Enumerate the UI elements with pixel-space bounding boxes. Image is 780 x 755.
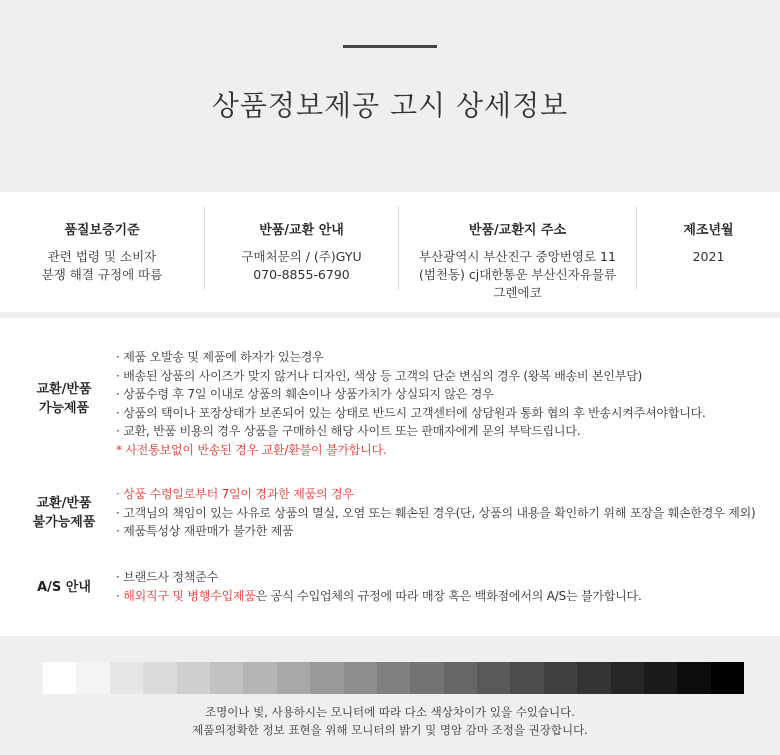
monitor-note: 제품의정확한 정보 표현을 위해 모니터의 밝기 및 명암 감마 조정을 권장합니다.	[192, 723, 588, 737]
exchangeable-list	[116, 348, 706, 459]
non-exchangeable-list	[116, 485, 755, 541]
grayscale-swatch	[110, 662, 143, 694]
page-title: 상품정보제공 고시 상세정보	[211, 89, 569, 122]
grayscale-swatch	[577, 662, 610, 694]
info-value: 2021	[692, 249, 725, 264]
policy-panel	[0, 318, 780, 636]
bullet: ·	[116, 588, 124, 603]
list-item: · 고객님의 책임이 있는 사유로 상품의 멸실, 오염 또는 훼손된 경우(단, 상품의 내용을 확인하기 위해 포장을 훼손한경우 제외)	[116, 505, 756, 520]
info-heading: 제조년월	[683, 223, 734, 238]
list-item: · 제품 오발송 및 제품에 하자가 있는경우	[116, 350, 324, 364]
grayscale-swatch	[210, 662, 243, 694]
as-list	[116, 568, 642, 605]
list-item: · 제품특성상 재판매가 불가한 제품	[116, 524, 294, 538]
info-address	[399, 192, 636, 312]
grayscale-swatch	[611, 662, 644, 694]
info-manufacture-date	[637, 192, 780, 312]
grayscale-swatch	[177, 662, 210, 694]
list-item: · 배송된 상품의 사이즈가 맞지 않거나 디자인, 색상 등 고객의 단순 변심의 경우 (왕복 배송비 본인부담)	[116, 368, 643, 383]
grayscale-swatch	[243, 662, 276, 694]
grayscale-swatch	[544, 662, 577, 694]
list-item: · 브랜드사 정책준수	[116, 570, 218, 584]
grayscale-swatch	[344, 662, 377, 694]
grayscale-swatch	[644, 662, 677, 694]
section-label: 교환/반품 불가능제품	[32, 496, 96, 530]
grayscale-swatch	[377, 662, 410, 694]
color-note: 조명이나 빛, 사용하시는 모니터에 따라 다소 색상차이가 있을 수있습니다.	[205, 705, 575, 719]
grayscale-swatch	[143, 662, 176, 694]
header	[0, 0, 780, 192]
info-heading: 반품/교환 안내	[259, 223, 344, 238]
grayscale-swatch	[277, 662, 310, 694]
info-value: 관련 법령 및 소비자 분쟁 해결 규정에 따름	[41, 249, 163, 282]
warning-text: · 상품 수령일로부터 7일이 경과한 제품의 경우	[116, 487, 354, 501]
info-return	[205, 192, 398, 312]
list-item: · 교환, 반품 비용의 경우 상품을 구매하신 해당 사이트 또는 판매자에게 문의 부탁드립니다.	[116, 424, 581, 438]
list-item-text: 은 공식 수입업체의 규정에 따라 매장 혹은 백화점에서의 A/S는 불가합니다.	[255, 588, 642, 603]
grayscale-swatch	[444, 662, 477, 694]
info-quality	[0, 192, 204, 312]
grayscale-bar	[43, 662, 744, 694]
grayscale-swatch	[711, 662, 744, 694]
list-item: · 상품수령 후 7일 이내로 상품의 훼손이나 상품가치가 상실되지 않은 경우	[116, 387, 494, 401]
info-value: 구매처문의 / (주)GYU 070-8855-6790	[241, 249, 362, 282]
section-label: 교환/반품 가능제품	[36, 382, 92, 416]
grayscale-swatch	[43, 662, 76, 694]
header-rule	[343, 45, 437, 48]
grayscale-swatch	[310, 662, 343, 694]
info-heading: 반품/교환지 주소	[468, 223, 567, 238]
grayscale-swatch	[677, 662, 710, 694]
list-item	[116, 587, 642, 606]
info-value: 부산광역시 부산진구 중앙번영로 11 (범천동) cj대한통운 부산신자유물류 그렌에코	[418, 249, 617, 300]
warning-text: 해외직구 및 병행수입제품	[123, 588, 256, 603]
section-label: A/S 안내	[37, 580, 91, 595]
grayscale-swatch	[510, 662, 543, 694]
warning-text: * 사전통보없이 반송된 경우 교환/환불이 불가합니다.	[116, 442, 387, 457]
grayscale-swatch	[76, 662, 109, 694]
list-item: · 상품의 택이나 포장상태가 보존되어 있는 상태로 반드시 고객센터에 상담원과 통화 협의 후 반송시켜주셔야합니다.	[116, 405, 706, 420]
grayscale-swatch	[410, 662, 443, 694]
grayscale-swatch	[477, 662, 510, 694]
info-heading: 품질보증기준	[64, 223, 140, 238]
product-info-table	[0, 192, 780, 312]
